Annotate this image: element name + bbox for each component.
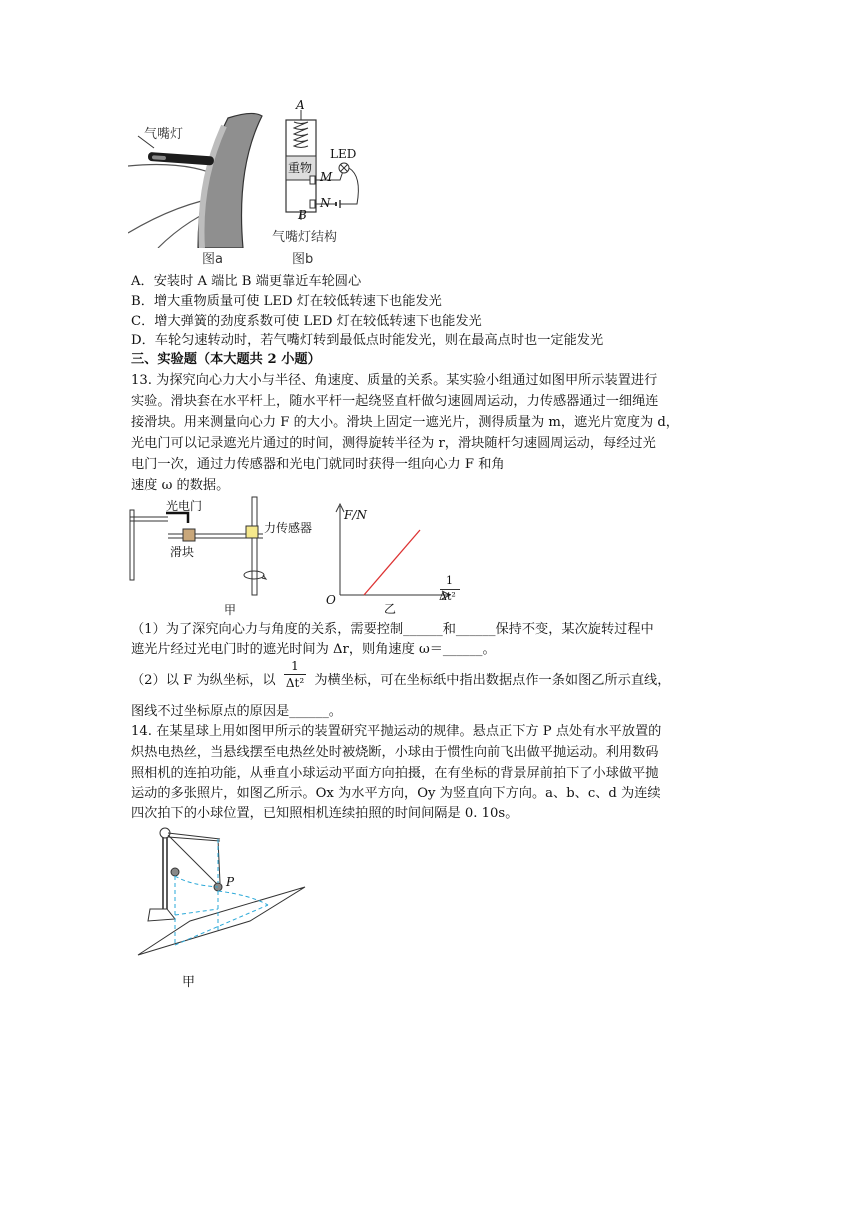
figure-a [128, 108, 268, 268]
q13-sub1-line2: 遮光片经过光电门时的遮光时间为 Δr，则角速度 ω＝______。 [131, 642, 496, 657]
q14-line: 炽热电热丝，当悬线摆至电热丝处时被烧断，小球由于惯性向前飞出做平抛运动。利用数码 [131, 745, 659, 760]
q13-figure-yi [322, 500, 472, 620]
figure-b-caption: 图b [292, 252, 314, 267]
q13-sub1-line1: （1）为了深究向心力与角度的关系，需要控制______和______保持不变，某次旋转过程中 [131, 622, 654, 637]
sensor-label: 力传感器 [264, 521, 313, 535]
structure-label: 气嘴灯结构 [272, 230, 338, 245]
figure-b [272, 98, 372, 269]
q13-apparatus-drawing [128, 495, 328, 600]
slider-label: 滑块 [170, 545, 195, 559]
option-b: B．增大重物质量可使 LED 灯在较低转速下也能发光 [131, 294, 442, 309]
option-c: C．增大弹簧的劲度系数可使 LED 灯在较低转速下也能发光 [131, 314, 482, 329]
yi-label: 乙 [384, 602, 397, 616]
valve-light-label: 气嘴灯 [144, 127, 184, 142]
q14-line: 照相机的连拍功能，从垂直小球运动平面方向拍摄，在有坐标的背景屏前拍下了小球做平抛 [131, 766, 659, 781]
figure-a-caption: 图a [202, 252, 223, 267]
weight-label: 重物 [288, 161, 313, 175]
q14-apparatus-drawing [130, 825, 320, 965]
label-a: A [296, 98, 305, 112]
graph-origin: O [326, 593, 336, 607]
label-n: N [320, 196, 331, 210]
label-m: M [320, 170, 333, 184]
label-b: B [298, 208, 307, 222]
graph-y-label: F/N [344, 508, 367, 522]
q13-line: 电门一次，通过力传感器和光电门就同时获得一组向心力 F 和角 [131, 457, 505, 472]
fraction-denominator: Δt² [285, 676, 305, 690]
q14-line: 四次拍下的小球位置，已知照相机连续拍照的时间间隔是 0. 10s。 [131, 806, 519, 821]
q13-line: 光电门可以记录遮光片通过的时间，测得旋转半径为 r，滑块随杆匀速圆周运动，每经过光 [131, 436, 656, 451]
option-a: A．安装时 A 端比 B 端更靠近车轮圆心 [131, 274, 362, 289]
led-label: LED [330, 147, 357, 161]
q13-sub2-fraction [284, 658, 306, 691]
point-p-label: P [226, 875, 235, 889]
q14-line: 14. 在某星球上用如图甲所示的装置研究平抛运动的规律。悬点正下方 P 点处有水平放置的 [131, 724, 662, 739]
graph-x-denominator: Δt² [439, 590, 456, 603]
jia-label: 甲 [182, 975, 196, 990]
photogate-label: 光电门 [166, 499, 203, 513]
q14-figure-jia [130, 825, 320, 995]
q13-line: 速度 ω 的数据。 [131, 478, 230, 493]
q13-sub2-pre: （2）以 F 为纵坐标，以 [131, 673, 276, 688]
q13-line: 接滑块。用来测量向心力 F 的大小。滑块上固定一遮光片，测得质量为 m，遮光片宽度为 d， [131, 415, 679, 430]
q13-figure-jia [128, 495, 328, 620]
section-title: 三、实验题（本大题共 2 小题） [131, 352, 321, 367]
fraction-numerator: 1 [291, 659, 299, 673]
jia-label: 甲 [224, 603, 237, 617]
graph-x-numerator: 1 [446, 574, 453, 587]
q13-sub2-line2: 图线不过坐标原点的原因是______。 [131, 704, 342, 719]
q13-sub2-line1 [131, 658, 670, 696]
option-d: D．车轮匀速转动时，若气嘴灯转到最低点时能发光，则在最高点时也一定能发光 [131, 333, 604, 348]
q13-line: 13. 为探究向心力大小与半径、角速度、质量的关系。某实验小组通过如图甲所示装置进行 [131, 373, 658, 388]
q13-line: 实验。滑块套在水平杆上，随水平杆一起绕竖直杆做匀速圆周运动，力传感器通过一细绳连 [131, 394, 659, 409]
q14-line: 运动的多张照片，如图乙所示。Ox 为水平方向，Oy 为竖直向下方向。a、b、c、d 为连续 [131, 786, 661, 801]
q13-sub2-post: 为横坐标，可在坐标纸中指出数据点作一条如图乙所示直线， [314, 673, 671, 688]
